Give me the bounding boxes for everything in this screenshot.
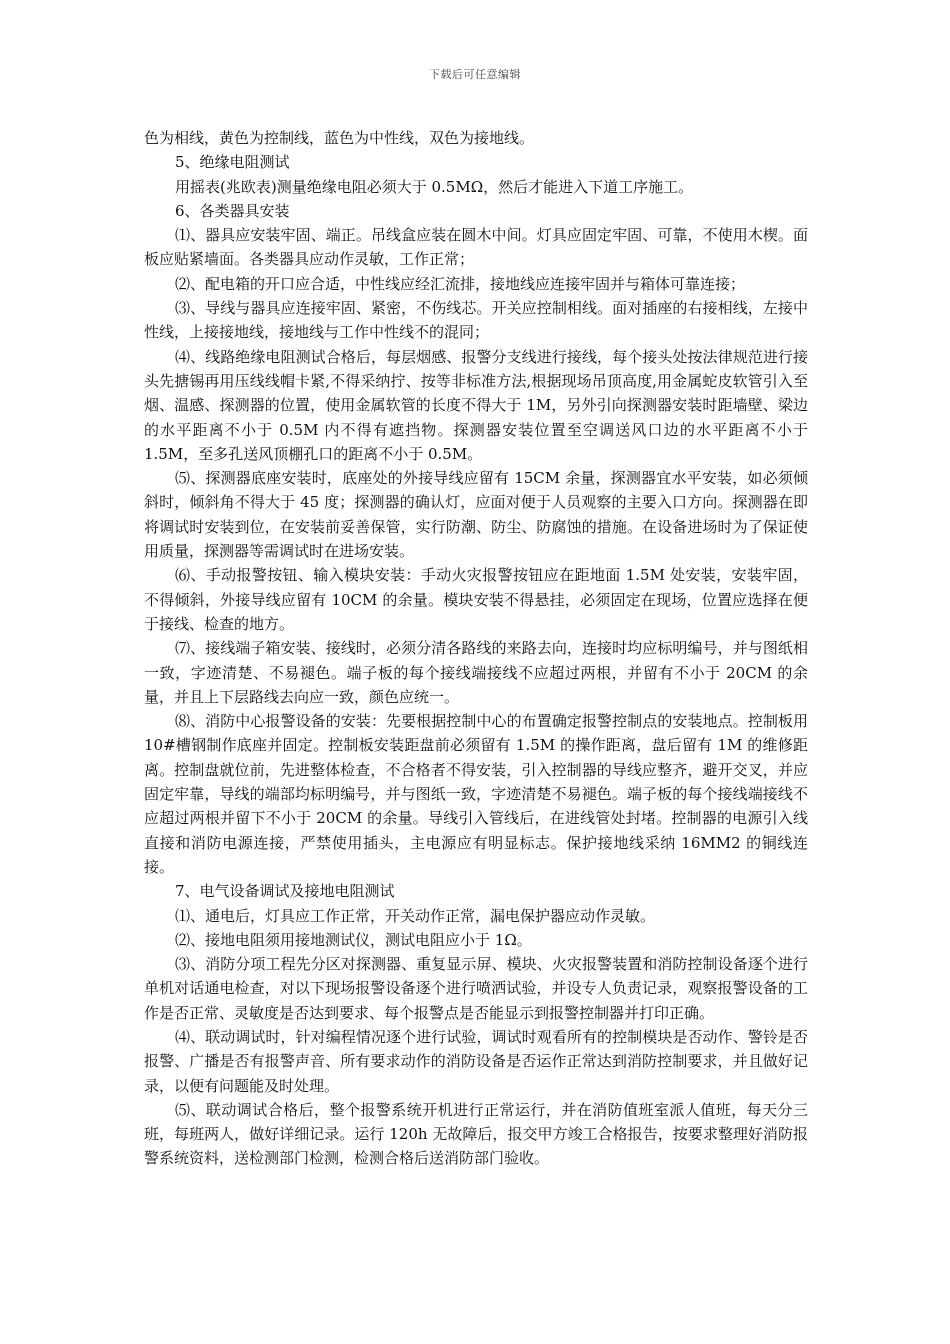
paragraph: 6、各类器具安装 — [175, 201, 290, 220]
paragraph: ⑸、探测器底座安装时，底座处的外接导线应留有 15CM 余量，探测器宜水平安装，如必须倾斜时，倾斜角不得大于 45 度；探测器的确认灯，应面对便于人员观察的主要入口方向。探测器在即将调试时安装到位，在安装前妥善保管，实行防潮、防尘、防腐蚀的措施。在设备进场时为了保证使用质量，探测器等需调试时在进场安装。 — [144, 469, 808, 561]
paragraph: ⑶、导线与器具应连接牢固、紧密，不伤线芯。开关应控制相线。面对插座的右接相线，左接中性线，上接接地线，接地线与工作中性线不的混同； — [144, 299, 808, 342]
paragraph: ⑵、配电箱的开口应合适，中性线应经汇流排，接地线应连接牢固并与箱体可靠连接； — [175, 274, 746, 293]
paragraph: ⑶、消防分项工程先分区对探测器、重复显示屏、模块、火灾报警装置和消防控制设备逐个进行单机对话通电检查，对以下现场报警设备逐个进行喷洒试验，并设专人负责记录，观察报警设备的工作是否正常、灵敏度是否达到要求、每个报警点是否能显示到报警控制器并打印正确。 — [144, 955, 808, 1022]
paragraph: ⑴、通电后，灯具应工作正常，开关动作正常，漏电保护器应动作灵敏。 — [175, 906, 656, 925]
paragraph: ⑹、手动报警按钮、输入模块安装：手动火灾报警按钮应在距地面 1.5M 处安装，安装牢固，不得倾斜，外接导线应留有 10CM 的余量。模块安装不得悬挂，必须固定在现场，位置应选择在便于接线、检查的地方。 — [144, 566, 808, 633]
paragraph: ⑵、接地电阻须用接地测试仪，测试电阻应小于 1Ω。 — [175, 930, 532, 949]
paragraph: ⑸、联动调试合格后，整个报警系统开机进行正常运行，并在消防值班室派人值班，每天分三班，每班两人，做好详细记录。运行 120h 无故障后，报交甲方竣工合格报告，按要求整理好消防报警系统资料，送检测部门检测，检测合格后送消防部门验收。 — [144, 1100, 808, 1168]
paragraph: ⑷、线路绝缘电阻测试合格后，每层烟感、报警分支线进行接线，每个接头处按法律规范进行接头先搪锡再用压线线帽卡紧,不得采纳拧、按等非标准方法,根据现场吊顶高度,用金属蛇皮软管引入至烟、温感、探测器的位置，使用金属软管的长度不得大于 1M，另外引向探测器安装时距墙壁、梁边的水平距离不小于 0.5M 内不得有遮挡物。探测器安装位置至空调送风口边的水平距离不小于 1.5M，至多孔送风顶棚孔口的距离不小于 0.5M。 — [144, 347, 808, 463]
paragraph: ⑺、接线端子箱安装、接线时，必须分清各路线的来路去向，连接时均应标明编号，并与图纸相一致，字迹清楚、不易褪色。端子板的每个接线端接线不应超过两根，并留有不小于 20CM 的余量，并且上下层路线去向应一致，颜色应统一。 — [144, 639, 808, 706]
paragraph: ⑻、消防中心报警设备的安装：先要根据控制中心的布置确定报警控制点的安装地点。控制板用 10#槽钢制作底座并固定。控制板安装距盘前必须留有 1.5M 的操作距离，盘后留有 1M 的维修距离。控制盘就位前，先进整体检查，不合格者不得安装，引入控制器的导线应整齐，避开交叉，并应固定牢靠，导线的端部均标明编号，并与图纸一致，字迹清楚不易褪色。端子板的每个接线端接线不应超过两根并留下不小于 20CM 的余量。导线引入管线后，在进线管处封堵。控制器的电源引入线直接和消防电源连接，严禁使用插头，主电源应有明显标志。保护接地线采纳 16MM2 的铜线连接。 — [144, 712, 808, 876]
paragraph: 5、绝缘电阻测试 — [175, 153, 290, 172]
page-header-note: 下载后可任意编辑 — [429, 68, 521, 81]
paragraph: ⑷、联动调试时，针对编程情况逐个进行试验，调试时观看所有的控制模块是否动作、警铃是否报警、广播是否有报警声音、所有要求动作的消防设备是否运作正常达到消防控制要求，并且做好记录，以便有问题能及时处理。 — [144, 1027, 808, 1095]
paragraph: 色为相线，黄色为控制线，蓝色为中性线，双色为接地线。 — [144, 129, 535, 147]
document-body — [144, 126, 808, 1171]
paragraph: 用摇表(兆欧表)测量绝缘电阻必须大于 0.5MΩ，然后才能进入下道工序施工。 — [175, 177, 694, 196]
paragraph: ⑴、器具应安装牢固、端正。吊线盒应装在圆木中间。灯具应固定牢固、可靠，不使用木楔。面板应贴紧墙面。各类器具应动作灵敏，工作正常； — [144, 226, 808, 269]
paragraph: 7、电气设备调试及接地电阻测试 — [175, 882, 395, 901]
